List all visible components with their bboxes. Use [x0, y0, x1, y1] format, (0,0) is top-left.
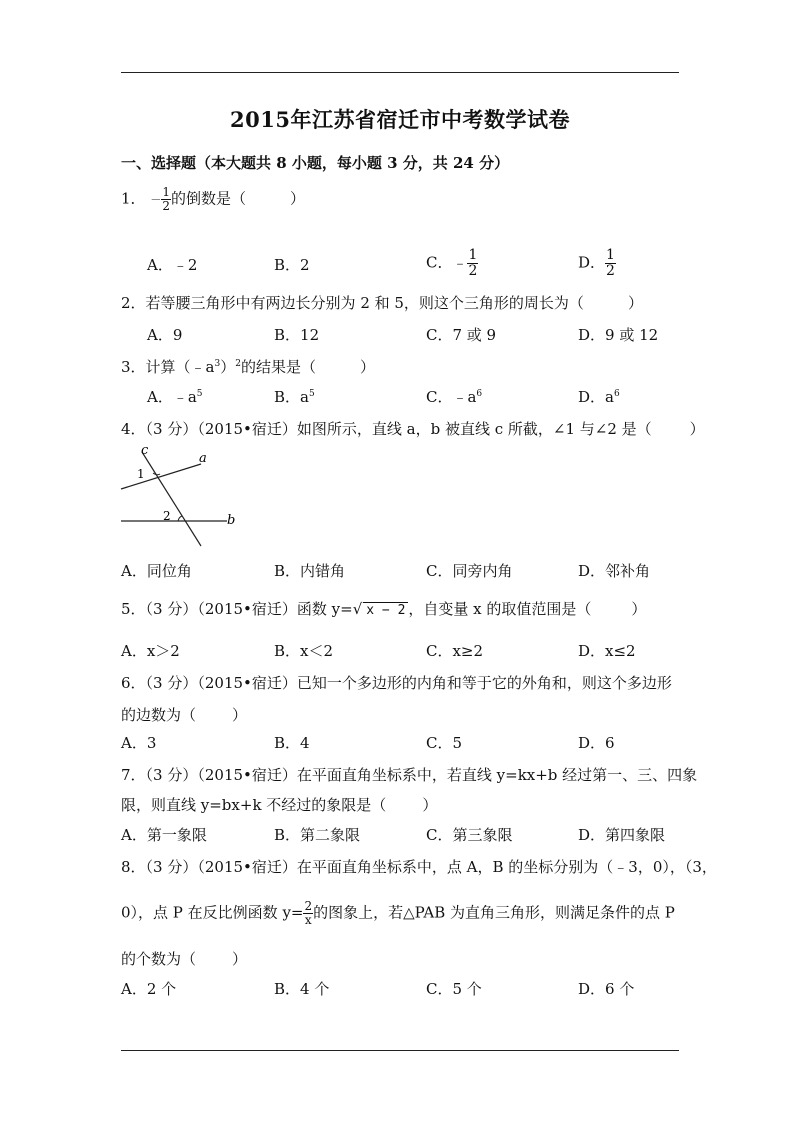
- q1-option-d-den: 2: [606, 263, 615, 279]
- q1-option-a[interactable]: A．﹣2: [147, 256, 198, 274]
- question-3: [121, 356, 375, 377]
- q1-fraction: [161, 186, 171, 213]
- line-a: [121, 464, 201, 489]
- bottom-rule: [121, 1050, 679, 1051]
- q6-option-c[interactable]: C．5: [426, 734, 463, 752]
- q6-option-d[interactable]: D．6: [578, 734, 615, 752]
- q3-option-d[interactable]: [578, 386, 620, 407]
- label-a: a: [199, 451, 207, 466]
- q8-close: ）: [232, 950, 248, 968]
- q3-text-1: 3．计算（﹣a: [121, 358, 215, 376]
- q8-frac-num: 2: [304, 899, 313, 913]
- q6-text: 的边数为（: [121, 706, 197, 724]
- q4-option-a[interactable]: A．同位角: [121, 562, 192, 580]
- angle-2-arc: [178, 516, 182, 521]
- q1-option-c-num: 1: [468, 247, 478, 263]
- q4-close: ）: [689, 420, 705, 438]
- q6-option-a[interactable]: A．3: [121, 734, 157, 752]
- q5-text-2: ，自变量 x 的取值范围是（: [408, 600, 592, 618]
- q7-option-c[interactable]: C．第三象限: [426, 826, 513, 844]
- section-heading: 一、选择题（本大题共 8 小题，每小题 3 分，共 24 分）: [121, 154, 510, 172]
- q2-close: ）: [627, 294, 643, 312]
- question-7-line-1: 7．（3 分）（2015•宿迁）在平面直角坐标系中，若直线 y=kx+b 经过第一、三、四象: [121, 766, 698, 784]
- q5-option-a[interactable]: A．x＞2: [121, 642, 180, 660]
- q7-text: 限，则直线 y=bx+k 不经过的象限是（: [121, 796, 387, 814]
- q2-option-c[interactable]: C．7 或 9: [426, 326, 497, 344]
- q5-option-d[interactable]: D．x≤2: [578, 642, 636, 660]
- q1-option-c-fraction: [467, 248, 478, 279]
- q1-text: 的倒数是（: [170, 189, 246, 208]
- q2-option-b[interactable]: B．12: [274, 326, 320, 344]
- q5-close: ）: [631, 600, 647, 618]
- q1-minus: －: [150, 193, 162, 207]
- q3-text-3: 的结果是（: [240, 358, 316, 376]
- q3-option-b-exp: 5: [308, 389, 315, 399]
- q3-option-d-text: D．a: [578, 388, 614, 406]
- q5-option-c[interactable]: C．x≥2: [426, 642, 484, 660]
- q1-option-c[interactable]: [426, 248, 478, 279]
- q1-option-c-den: 2: [468, 263, 478, 279]
- q1-option-d-fraction: [605, 248, 616, 279]
- page-title: 2015年江苏省宿迁市中考数学试卷: [230, 107, 570, 132]
- q8-text-a: 0），点 P 在反比例函数 y=: [121, 903, 304, 922]
- q2-option-a[interactable]: A．9: [147, 326, 183, 344]
- q3-option-c-text: C．﹣a: [426, 388, 477, 406]
- question-1: [121, 186, 305, 213]
- q3-text-2: ）: [220, 358, 236, 376]
- q4-option-b[interactable]: B．内错角: [274, 562, 346, 580]
- q8-option-d[interactable]: D．6 个: [578, 980, 635, 998]
- q7-option-b[interactable]: B．第二象限: [274, 826, 361, 844]
- q4-option-d[interactable]: D．邻补角: [578, 562, 651, 580]
- q1-option-d[interactable]: [578, 248, 616, 279]
- label-c: c: [141, 444, 149, 458]
- label-b: b: [227, 513, 236, 528]
- q4-option-c[interactable]: C．同旁内角: [426, 562, 513, 580]
- question-8-line-2: [121, 900, 675, 927]
- q8-text-c: 的个数为（: [121, 950, 197, 968]
- question-6-line-2: [121, 704, 247, 725]
- question-7-line-2: [121, 794, 437, 815]
- question-4: [121, 418, 705, 439]
- line-c: [142, 452, 201, 546]
- q8-option-a[interactable]: A．2 个: [121, 980, 177, 998]
- q2-text: 2．若等腰三角形中有两边长分别为 2 和 5，则这个三角形的周长为（: [121, 294, 584, 312]
- q8-fraction: [303, 900, 313, 927]
- q3-option-a[interactable]: [147, 386, 203, 407]
- q3-close: ）: [360, 358, 376, 376]
- q3-option-a-exp: 5: [196, 389, 203, 399]
- q3-option-b[interactable]: [274, 386, 315, 407]
- q3-exp-1: 3: [214, 359, 221, 369]
- question-8-line-3: [121, 948, 247, 969]
- q1-option-c-prefix: C．﹣: [426, 253, 468, 272]
- q3-exp-2: 2: [235, 359, 241, 369]
- q7-option-a[interactable]: A．第一象限: [121, 826, 207, 844]
- q3-option-d-exp: 6: [613, 389, 620, 399]
- q7-option-d[interactable]: D．第四象限: [578, 826, 666, 844]
- q6-close: ）: [232, 706, 248, 724]
- q1-option-d-num: 1: [606, 247, 615, 263]
- q5-text-1: 5．（3 分）（2015•宿迁）函数 y=: [121, 600, 353, 618]
- top-rule: [121, 72, 679, 73]
- q4-text: 4．（3 分）（2015•宿迁）如图所示，直线 a，b 被直线 c 所截，∠1 与∠2 是（: [121, 420, 652, 438]
- q6-option-b[interactable]: B．4: [274, 734, 310, 752]
- q8-frac-den: x: [304, 913, 312, 927]
- question-2: [121, 292, 643, 313]
- q5-radicand: x − 2: [363, 602, 408, 618]
- q1-option-d-prefix: D．: [578, 253, 606, 272]
- q3-option-b-text: B．a: [274, 388, 309, 406]
- q3-option-a-text: A．﹣a: [147, 388, 197, 406]
- question-8-line-1: 8．（3 分）（2015•宿迁）在平面直角坐标系中，点 A，B 的坐标分别为（﹣3，0），（3，: [121, 858, 717, 876]
- q1-close: ）: [289, 189, 305, 208]
- q1-number: 1．: [121, 189, 146, 208]
- q1-frac-num: 1: [162, 185, 170, 199]
- q4-figure: [115, 444, 245, 548]
- q8-text-b: 的图象上，若△PAB 为直角三角形，则满足条件的点 P: [313, 903, 675, 922]
- question-6-line-1: 6．（3 分）（2015•宿迁）已知一个多边形的内角和等于它的外角和，则这个多边形: [121, 674, 672, 692]
- q5-option-b[interactable]: B．x＜2: [274, 642, 334, 660]
- q8-option-c[interactable]: C．5 个: [426, 980, 482, 998]
- q1-option-b[interactable]: B．2: [274, 256, 310, 274]
- angle-1-arc: [153, 473, 160, 475]
- q1-frac-den: 2: [162, 199, 170, 213]
- q3-option-c-exp: 6: [476, 389, 483, 399]
- label-1: 1: [137, 467, 145, 481]
- question-5: 5．（3 分）（2015•宿迁）函数 y=√ x − 2 ，自变量 x 的取值范围是（ ）: [121, 600, 647, 618]
- q3-option-c[interactable]: [426, 386, 482, 407]
- q7-close: ）: [422, 796, 438, 814]
- label-2: 2: [163, 509, 171, 523]
- q2-option-d[interactable]: D．9 或 12: [578, 326, 659, 344]
- q8-option-b[interactable]: B．4 个: [274, 980, 330, 998]
